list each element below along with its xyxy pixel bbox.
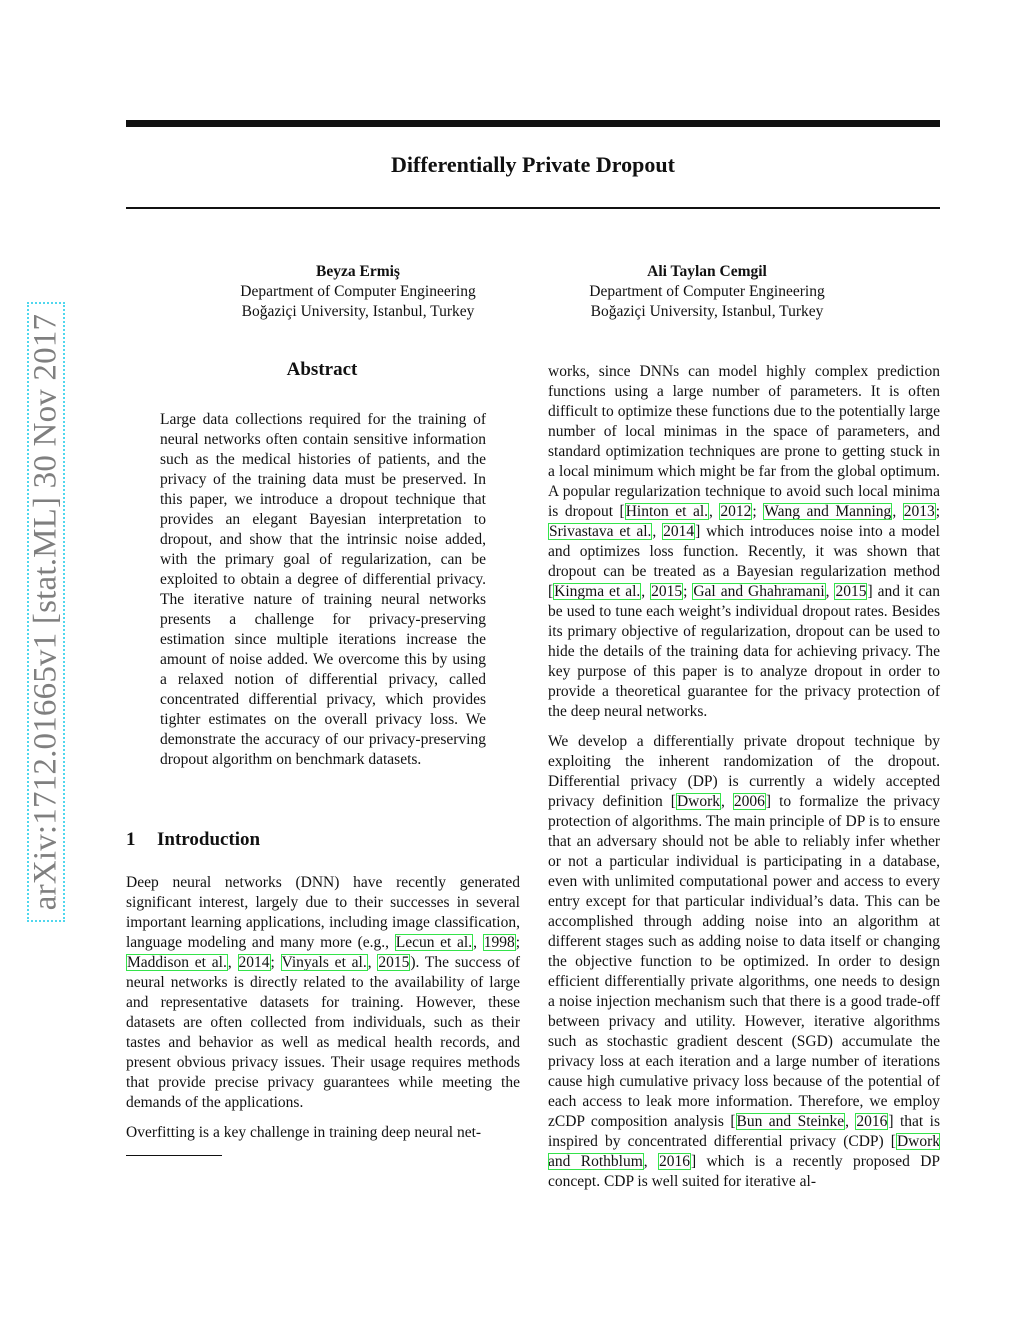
citation-link[interactable]: 2013: [903, 503, 935, 520]
author-block-2: [537, 262, 877, 322]
section-number: 1: [126, 829, 136, 850]
citation-link[interactable]: Gal and Ghahramani: [693, 583, 825, 600]
citation-link[interactable]: 2006: [733, 793, 765, 810]
citation-link[interactable]: Srivastava et al.: [549, 523, 652, 540]
intro-paragraph-2: Overfitting is a key challenge in training deep neural net-: [126, 1124, 482, 1141]
citation-link[interactable]: 2015: [378, 954, 410, 971]
citation-link[interactable]: Hinton et al.: [625, 503, 709, 520]
paper-title: Differentially Private Dropout: [391, 152, 675, 177]
citation-link[interactable]: 2015: [835, 583, 867, 600]
citation-link[interactable]: 2014: [238, 954, 270, 971]
abstract-heading: Abstract: [286, 359, 358, 380]
intro-paragraph-4: We develop a differentially private dropout technique by exploiting the inherent randomization of the dropout. Differential privacy (DP) is currently a widely accepted privacy definition [Dwork, 2006] to formalize the privacy protection of algorithms. The main principle of DP is to ensure that an adversary should not be able to reliably infer whether or not a particular individual is participating in a database, even with unlimited computational power and access to every entry except for that particular individual’s data. This can be accomplished through adding noise into an algorithm at different stages such as adding noise to data itself or changing the objective function to be optimized. In order to design efficient differentially private algorithms, one needs to design a noise injection mechanism such that there is a good trade-off between privacy and utility. However, iterative algorithms such as stochastic gradient descent (SGD) accumulate the privacy loss at each iteration and a large number of iterations cause high cumulative privacy loss because of the potential of each access to leak more information. Therefore, we employ zCDP composition analysis [Bun and Steinke, 2016] that is inspired by concentrated differential privacy (CDP) [Dwork and Rothblum, 2016] which is a recently proposed DP concept. CDP is well suited for iterative al-: [548, 733, 941, 1190]
arxiv-identifier[interactable]: arXiv:1712.01665v1 [stat.ML] 30 Nov 2017: [27, 313, 64, 911]
author-university: Boğaziçi University, Istanbul, Turkey: [241, 303, 475, 320]
citation-link[interactable]: 2015: [651, 583, 683, 600]
citation-link[interactable]: Dwork: [676, 793, 721, 810]
citation-link[interactable]: Kingma et al.: [554, 583, 641, 600]
author-university: Boğaziçi University, Istanbul, Turkey: [590, 303, 824, 320]
right-column: [548, 362, 940, 1202]
intro-paragraph-3: works, since DNNs can model highly complex prediction functions using a large number of parameters. It is often difficult to optimize these functions due to the potentially large number of local minimas in the space of parameters, and standard optimization techniques are prone to getting stuck in a local minimum which might be far from the global optimum. A popular regularization technique to avoid such local minima is dropout [Hinton et al., 2012; Wang and Manning, 2013; Srivastava et al., 2014] which introduces noise into a model and optimizes loss function. Recently, it was shown that dropout can be treated as a Bayesian regularization method [Kingma et al., 2015; Gal and Ghahramani, 2015] and it can be used to tune each weight’s individual dropout rates. Besides its primary objective of regularization, dropout can be used to hide the details of the training data for achieving privacy. The key purpose of this paper is to analyze dropout in order to provide a theoretical guarantee for the privacy protection of the deep neural networks.: [548, 363, 940, 720]
citation-link[interactable]: 2016: [659, 1153, 691, 1170]
footnote-rule: [126, 1155, 222, 1156]
citation-link[interactable]: Vinyals et al.: [281, 954, 367, 971]
author-block-1: [188, 262, 528, 322]
left-column: [126, 873, 520, 1153]
citation-link[interactable]: 2016: [856, 1113, 888, 1130]
citation-link[interactable]: Lecun et al.: [395, 934, 473, 951]
citation-link[interactable]: 2012: [720, 503, 752, 520]
abstract-body: Large data collections required for the training of neural networks often contain sensitive information such as the medical histories of patients, and the privacy of the training data must be preserved. In this paper, we introduce a dropout technique that provides an elegant Bayesian interpretation to dropout, and show that the intrinsic noise added, with the primary goal of regularization, can be exploited to obtain a degree of differential privacy. The iterative nature of training neural networks presents a challenge for privacy-preserving estimation since multiple iterations increase the amount of noise added. We overcome this by using a relaxed notion of differential privacy, called concentrated differential privacy, which provides tighter estimates on the overall privacy loss. We demonstrate the accuracy of our privacy-preserving dropout algorithm on benchmark datasets.: [160, 411, 486, 768]
intro-paragraph-1: Deep neural networks (DNN) have recently generated significant interest, largely due to their successes in several important learning applications, including image classification, language modeling and many more (e.g., Lecun et al., 1998; Maddison et al., 2014; Vinyals et al., 2015). The success of neural networks is directly related to the availability of large and representative datasets for training. However, these datasets are often collected from individuals, such as their tastes and behavior as well as medical health records, and present obvious privacy issues. Their usage requires methods that provide precise privacy guarantees while meeting the demands of the applications.: [126, 874, 521, 1111]
title-rule-bottom: [126, 207, 940, 209]
arxiv-identifier-stamp[interactable]: [27, 302, 65, 922]
title-rule-top: [126, 120, 940, 127]
citation-link[interactable]: Wang and Manning: [764, 503, 892, 520]
citation-link[interactable]: 1998: [483, 934, 515, 951]
author-department: Department of Computer Engineering: [240, 283, 476, 300]
citation-link[interactable]: Maddison et al.: [127, 954, 227, 971]
citation-link[interactable]: Dwork and Rothblum: [548, 1133, 940, 1170]
author-name: Beyza Ermiş: [316, 263, 400, 280]
author-department: Department of Computer Engineering: [589, 283, 825, 300]
author-name: Ali Taylan Cemgil: [647, 263, 767, 280]
section-title: Introduction: [157, 829, 261, 850]
citation-link[interactable]: Bun and Steinke: [736, 1113, 845, 1130]
citation-link[interactable]: 2014: [663, 523, 695, 540]
section-heading-introduction: [126, 829, 260, 851]
